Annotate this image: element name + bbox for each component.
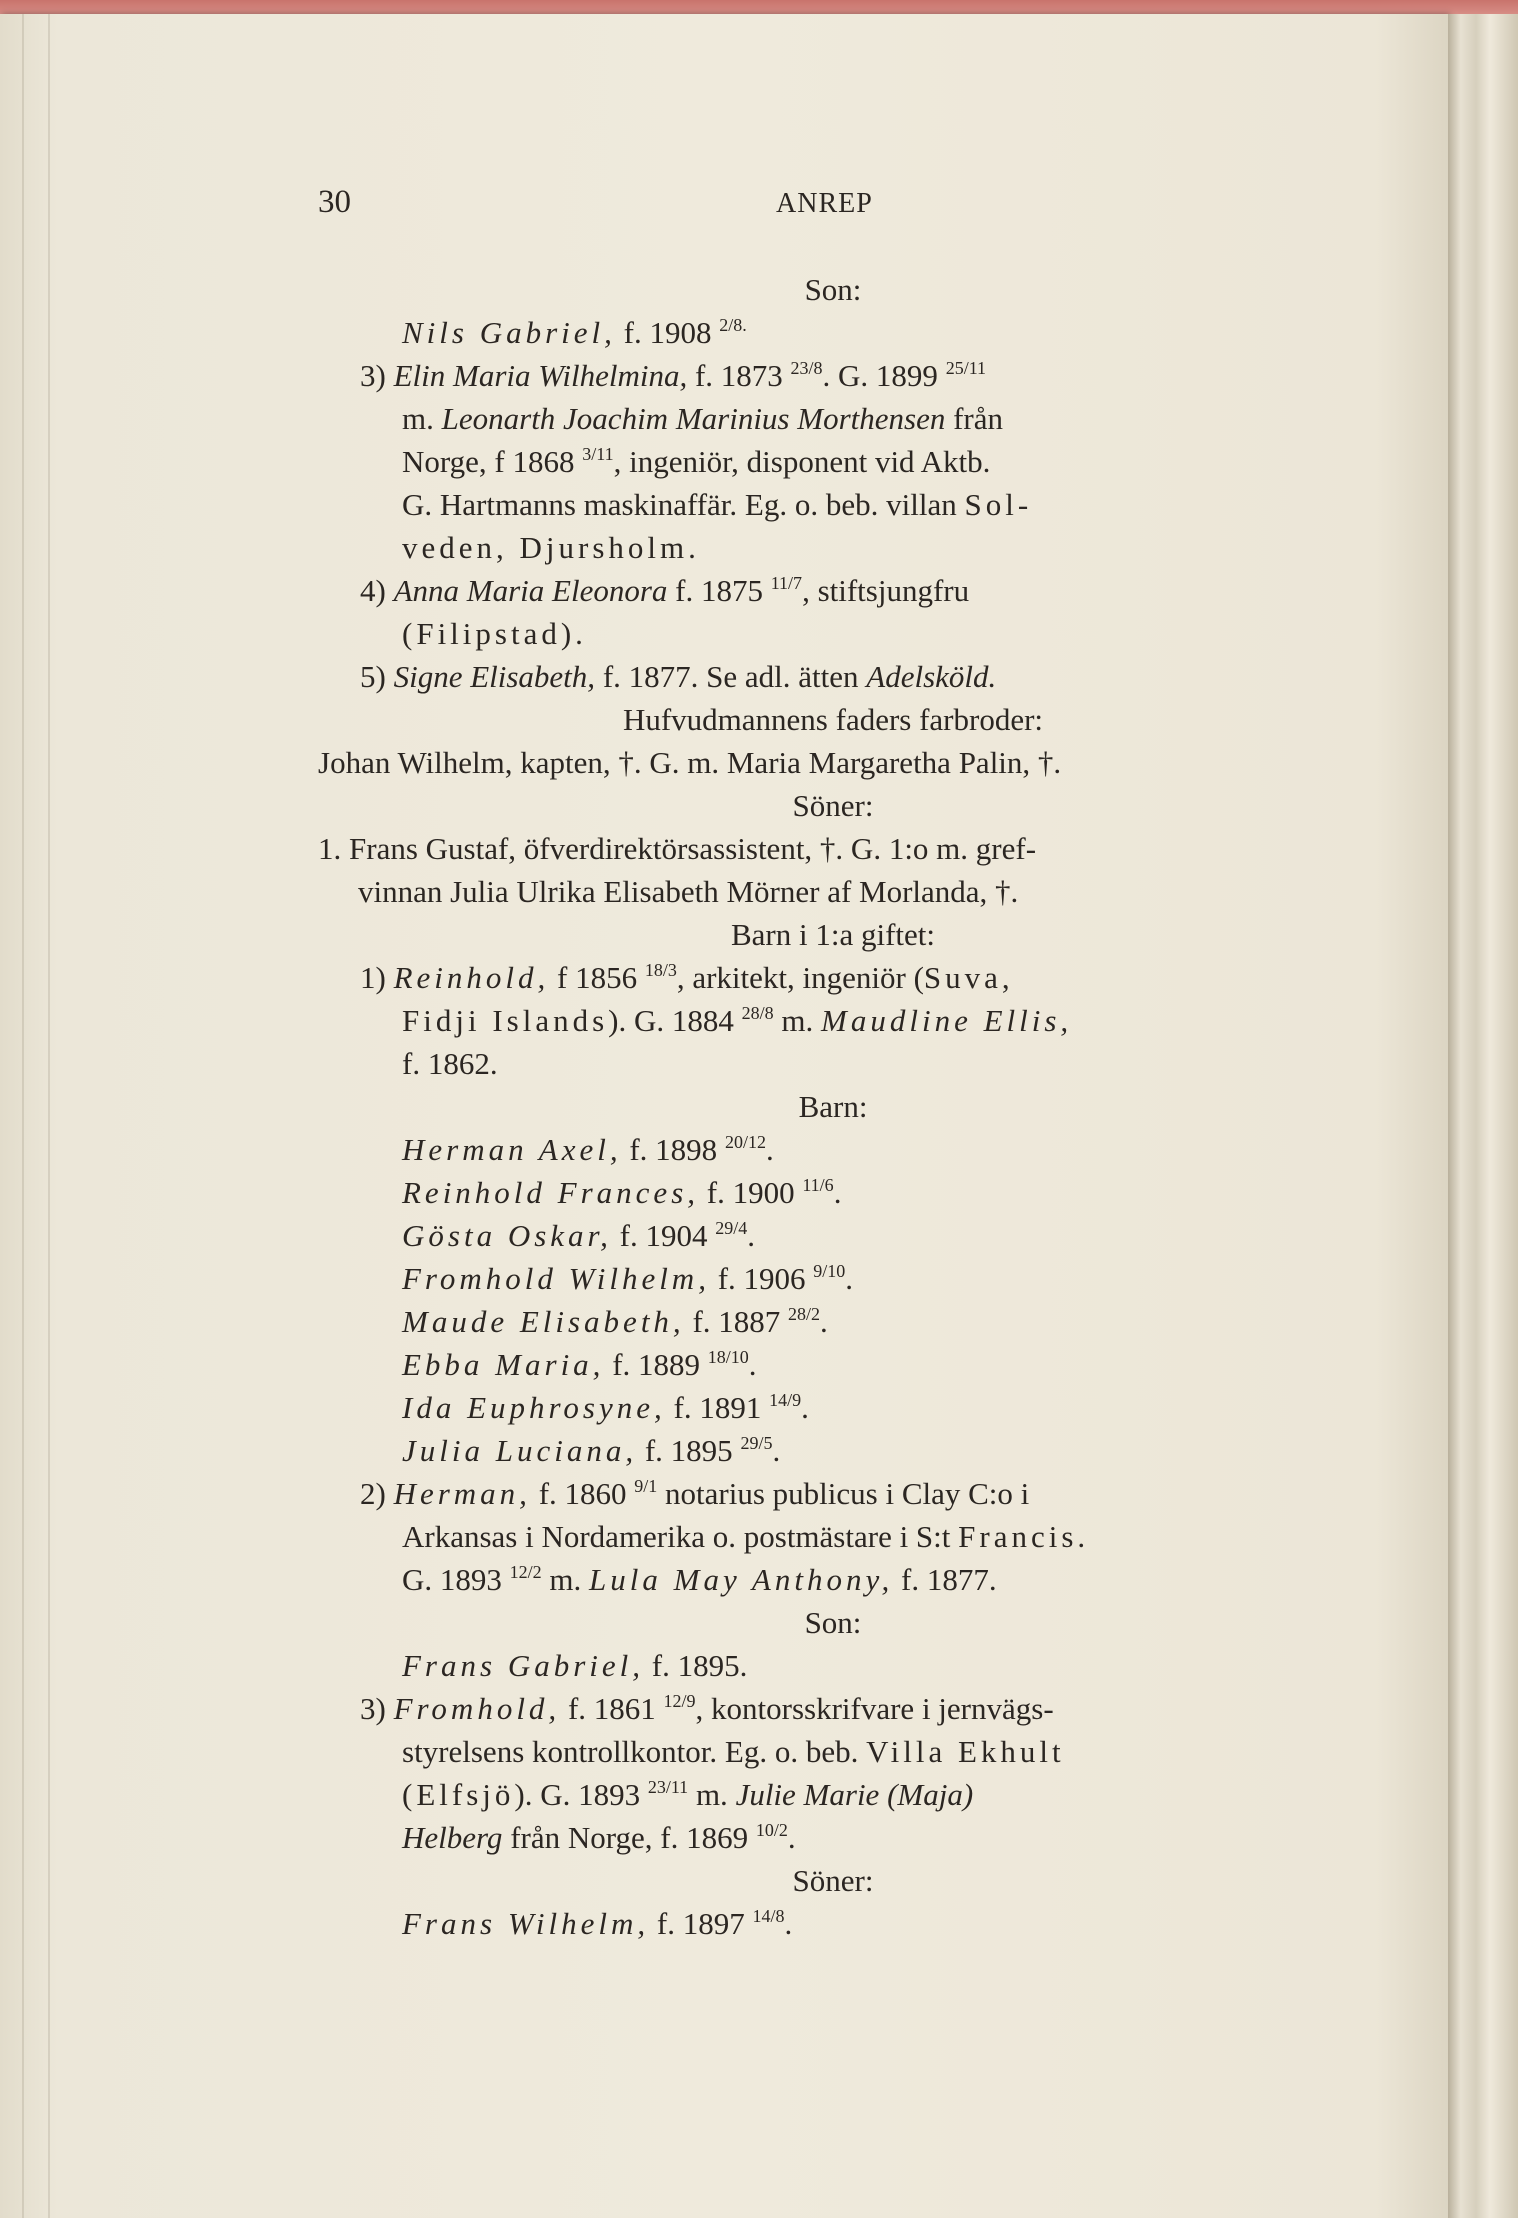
text-span: Suva, [923, 960, 1014, 995]
section-heading [318, 698, 1348, 741]
text-span: . [801, 1390, 809, 1425]
person-name: Frans Gabriel, [402, 1648, 644, 1683]
text-span: ). G. 1884 [608, 1003, 742, 1038]
date-fraction: 18/3 [644, 960, 677, 980]
text-span: notarius publicus i Clay C:o i [657, 1476, 1030, 1511]
gutter-line [22, 14, 24, 2218]
text-span: från Norge, f. 1869 [502, 1820, 756, 1855]
text-span: (Elfsjö [402, 1777, 515, 1812]
text-line [318, 1429, 1348, 1472]
text-line [318, 1773, 1348, 1816]
section-heading [318, 268, 1348, 311]
text-span: f. 1889 [604, 1347, 708, 1382]
text-span: f. 1891 [665, 1390, 770, 1425]
gutter-line [48, 14, 50, 2218]
text-span: 3) [360, 1691, 394, 1726]
text-line [318, 1042, 1348, 1085]
text-span: f. 1898 [621, 1132, 725, 1167]
text-line [318, 1730, 1348, 1773]
text-span: , ingeniör, disponent vid Aktb. [613, 444, 991, 479]
text-span: . [747, 1218, 755, 1253]
text-span: Johan Wilhelm, kapten, †. G. m. Maria Margaretha Palin, †. [318, 745, 1062, 780]
text-span: Son: [804, 272, 862, 307]
person-name: Anna Maria Eleonora [393, 573, 668, 608]
text-line [318, 354, 1348, 397]
text-span: f. 1875 [667, 573, 771, 608]
text-span: 1) [360, 960, 394, 995]
text-span: (Filipstad). [402, 616, 587, 651]
person-name: Signe Elisabeth, [393, 659, 596, 694]
text-span: m. [402, 401, 442, 436]
date-fraction: 3/11 [582, 444, 614, 464]
text-span: f. 1887 [684, 1304, 789, 1339]
person-name: Maudline Ellis, [821, 1003, 1073, 1038]
text-span: Söner: [792, 788, 874, 823]
text-span: , kontorsskrifvare i jernvägs- [695, 1691, 1054, 1726]
person-name: Fromhold, [393, 1691, 561, 1726]
date-fraction: 9/10 [813, 1261, 846, 1281]
text-line [318, 870, 1348, 913]
text-line [318, 1300, 1348, 1343]
person-name: Gösta Oskar, [402, 1218, 612, 1253]
text-line [318, 1128, 1348, 1171]
date-fraction: 12/2 [509, 1562, 542, 1582]
text-span: 2) [360, 1476, 394, 1511]
text-span: . [833, 1175, 842, 1210]
text-span: 3) [360, 358, 394, 393]
text-span: vinnan Julia Ulrika Elisabeth Mörner af Morlanda, †. [358, 874, 1019, 909]
text-span: m. [541, 1562, 590, 1597]
text-span: f. 1862. [402, 1046, 498, 1081]
section-heading [318, 784, 1348, 827]
text-span: Arkansas i Nordamerika o. postmästare i S:t [402, 1519, 959, 1554]
date-fraction: 23/11 [647, 1777, 689, 1797]
text-line [318, 1386, 1348, 1429]
date-fraction: 29/4 [715, 1218, 748, 1238]
date-fraction: 14/8 [752, 1906, 785, 1926]
text-span: från [945, 401, 1003, 436]
person-name: Ebba Maria, [402, 1347, 605, 1382]
section-heading [318, 1859, 1348, 1902]
person-name: Fromhold Wilhelm, [402, 1261, 710, 1296]
text-span: Francis. [958, 1519, 1090, 1554]
person-name: Ida Euphrosyne, [402, 1390, 666, 1425]
page-header [318, 184, 1348, 224]
text-span: . [784, 1906, 793, 1941]
text-span: veden, Djursholm. [402, 530, 700, 565]
date-fraction: 11/7 [770, 573, 803, 593]
text-span: m. [773, 1003, 822, 1038]
running-head: ANREP [776, 188, 873, 219]
date-fraction: 28/2 [788, 1304, 821, 1324]
text-span: . G. 1899 [822, 358, 946, 393]
page-stack-edge [1448, 14, 1518, 2218]
text-span: styrelsens kontrollkontor. Eg. o. beb. [402, 1734, 867, 1769]
text-line [318, 569, 1348, 612]
page-number: 30 [318, 184, 351, 220]
text-span: . [787, 1820, 796, 1855]
text-span: f. 1877. [893, 1562, 997, 1597]
text-span: . [845, 1261, 854, 1296]
text-line [318, 1343, 1348, 1386]
person-name: Julia Luciana, [402, 1433, 638, 1468]
date-fraction: 11/6 [802, 1175, 834, 1195]
text-span: f. 1877. Se adl. ätten [595, 659, 867, 694]
text-span: Son: [804, 1605, 862, 1640]
text-span: . [820, 1304, 828, 1339]
text-span: . [772, 1433, 781, 1468]
text-span: , stiftsjungfru [802, 573, 970, 608]
section-heading [318, 1601, 1348, 1644]
text-line [318, 526, 1348, 569]
text-line [318, 1257, 1348, 1300]
text-span: Sol- [964, 487, 1033, 522]
person-name: Herman Axel, [402, 1132, 622, 1167]
section-heading [318, 913, 1348, 956]
date-fraction: 14/9 [769, 1390, 802, 1410]
text-span: G. Hartmanns maskinaffär. Eg. o. beb. villan [402, 487, 965, 522]
section-heading [318, 1085, 1348, 1128]
text-span: . [765, 1132, 774, 1167]
person-name: Helberg [402, 1820, 503, 1855]
person-name: Elin Maria Wilhelmina, [393, 358, 688, 393]
text-line [318, 483, 1348, 526]
text-line [318, 397, 1348, 440]
text-span: Norge, f 1868 [402, 444, 583, 479]
text-line [318, 1902, 1348, 1945]
text-line [318, 1644, 1348, 1687]
date-fraction: 12/9 [663, 1691, 696, 1711]
person-name: Lula May Anthony, [589, 1562, 894, 1597]
text-span: Barn: [798, 1089, 868, 1124]
text-span: 1. Frans Gustaf, öfverdirektörsassistent, †. G. 1:o m. gref- [318, 831, 1037, 866]
text-span: f. 1861 [560, 1691, 664, 1726]
text-line [318, 655, 1348, 698]
date-fraction: 28/8 [741, 1003, 774, 1023]
person-name: Maude Elisabeth, [402, 1304, 685, 1339]
text-span: Söner: [792, 1863, 874, 1898]
person-name: Nils Gabriel, [402, 315, 616, 350]
text-line [318, 440, 1348, 483]
date-fraction: 10/2 [755, 1820, 788, 1840]
text-line [318, 741, 1348, 784]
person-name: Adelsköld. [866, 659, 997, 694]
text-line [318, 1816, 1348, 1859]
text-span: Villa Ekhult [866, 1734, 1065, 1769]
text-line [318, 1687, 1348, 1730]
person-name: Reinhold, [393, 960, 550, 995]
text-span: 5) [360, 659, 394, 694]
text-span: f. 1860 [530, 1476, 635, 1511]
person-name: Julie Marie (Maja) [735, 1777, 974, 1812]
text-span: f. 1873 [687, 358, 791, 393]
text-span: Fidji Islands [402, 1003, 609, 1038]
date-fraction: 2/8. [719, 315, 747, 335]
genealogy-text [318, 268, 1348, 1945]
text-span: . [748, 1347, 757, 1382]
text-span: G. 1893 [402, 1562, 510, 1597]
text-span: , arkitekt, ingeniör ( [676, 960, 924, 995]
text-span: f. 1895 [637, 1433, 741, 1468]
text-line [318, 1558, 1348, 1601]
text-line [318, 956, 1348, 999]
text-span: f. 1895. [644, 1648, 748, 1683]
text-line [318, 827, 1348, 870]
date-fraction: 18/10 [707, 1347, 749, 1367]
date-fraction: 29/5 [740, 1433, 773, 1453]
text-line [318, 999, 1348, 1042]
person-name: Frans Wilhelm, [402, 1906, 650, 1941]
date-fraction: 20/12 [724, 1132, 766, 1152]
text-line [318, 1472, 1348, 1515]
text-span: f. 1904 [611, 1218, 716, 1253]
text-span: Hufvudmannens faders farbroder: [622, 702, 1044, 737]
text-line [318, 1214, 1348, 1257]
text-line [318, 311, 1348, 354]
text-span: f. 1906 [709, 1261, 814, 1296]
person-name: Herman, [393, 1476, 531, 1511]
person-name: Leonarth Joachim Marinius Morthensen [441, 401, 946, 436]
text-span: f. 1897 [649, 1906, 753, 1941]
person-name: Reinhold Frances, [402, 1175, 700, 1210]
text-span: f. 1908 [615, 315, 720, 350]
text-span: m. [688, 1777, 736, 1812]
text-span: 4) [360, 573, 394, 608]
text-span: f 1856 [549, 960, 645, 995]
text-line [318, 612, 1348, 655]
date-fraction: 9/1 [634, 1476, 658, 1496]
date-fraction: 25/11 [945, 358, 987, 378]
date-fraction: 23/8 [790, 358, 823, 378]
text-line [318, 1171, 1348, 1214]
text-span: Barn i 1:a giftet: [730, 917, 936, 952]
text-span: ). G. 1893 [514, 1777, 648, 1812]
text-line [318, 1515, 1348, 1558]
text-span: f. 1900 [699, 1175, 803, 1210]
